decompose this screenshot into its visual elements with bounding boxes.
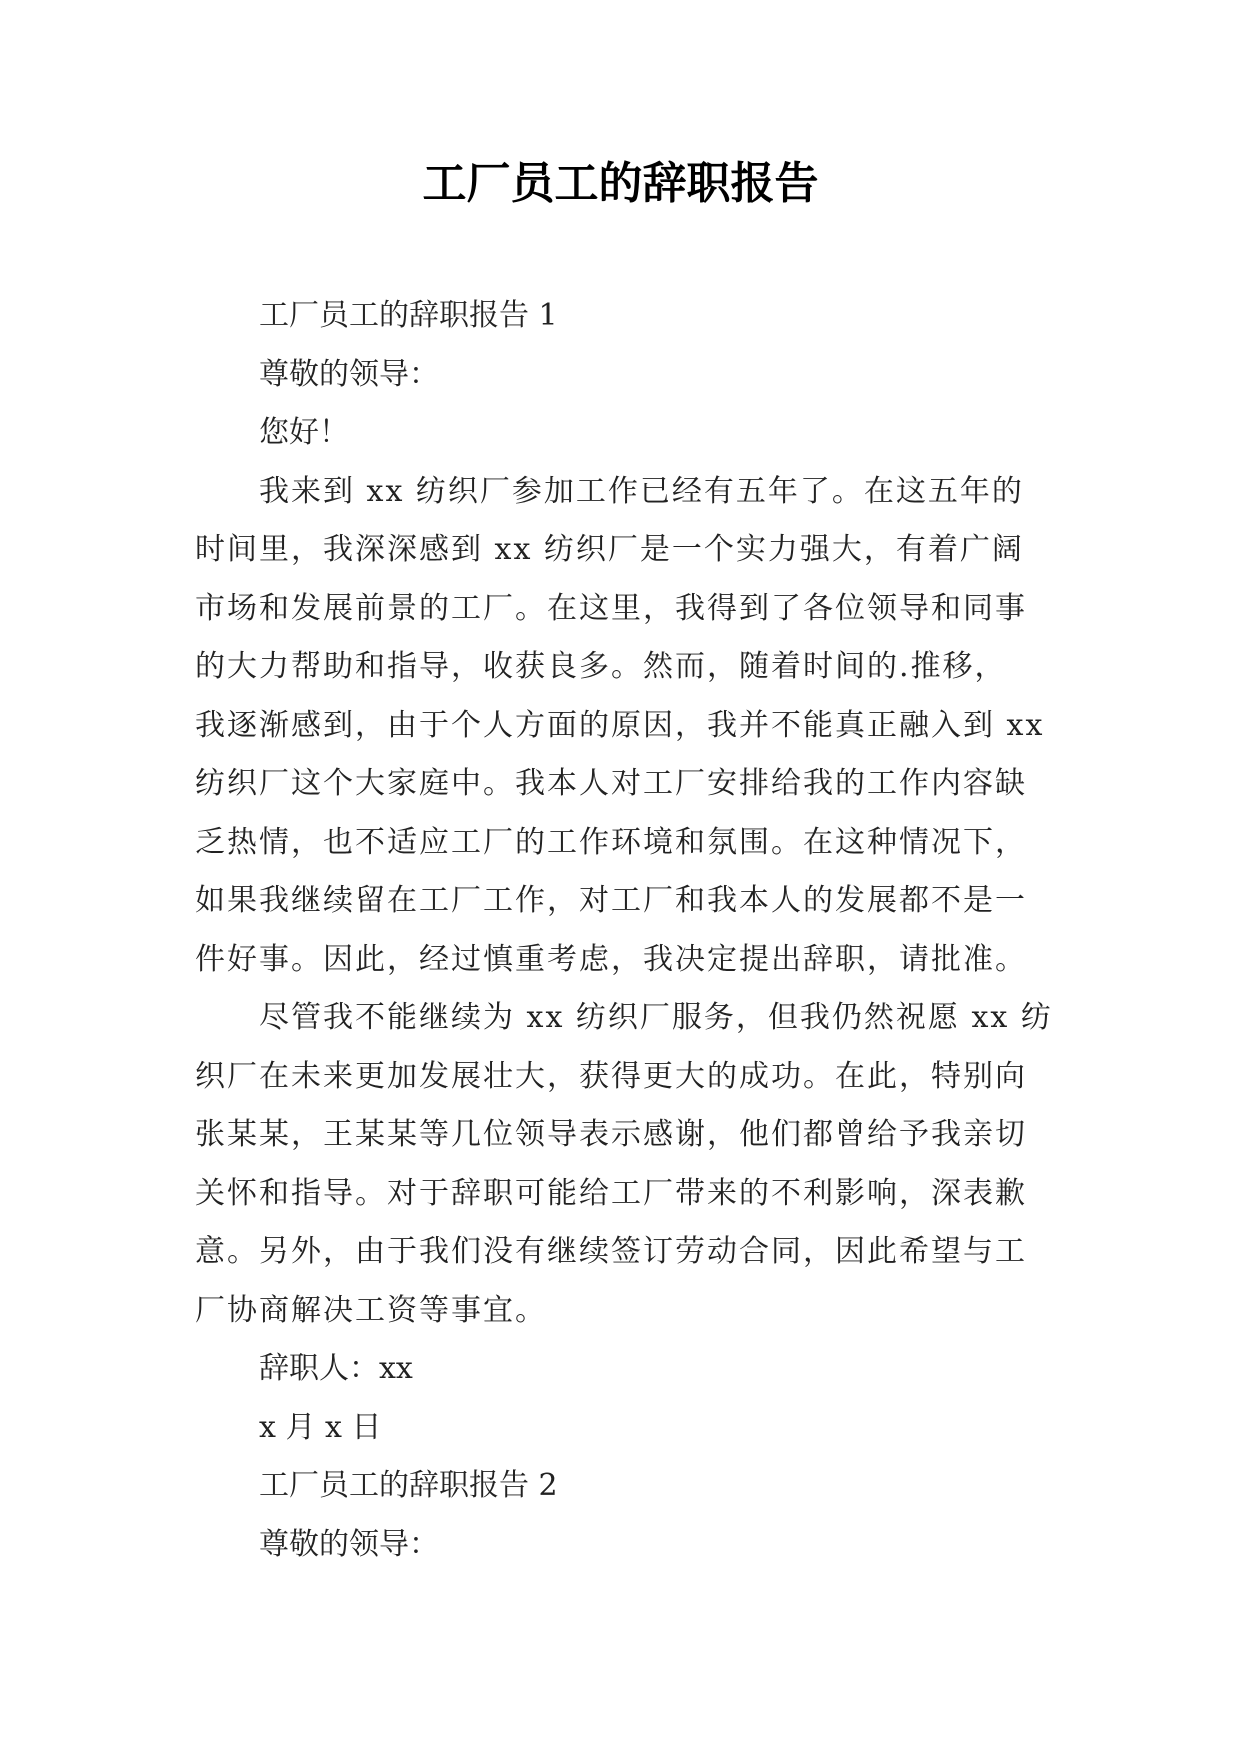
paragraph-line: 市场和发展前景的工厂。在这里，我得到了各位领导和同事 bbox=[195, 590, 1027, 626]
document-title: 工厂员工的辞职报告 bbox=[422, 158, 819, 209]
paragraph-line: 乏热情，也不适应工厂的工作环境和氛围。在这种情况下， bbox=[195, 824, 1027, 860]
signature-name: 辞职人：xx bbox=[259, 1351, 413, 1386]
salutation: 尊敬的领导： bbox=[259, 356, 439, 392]
paragraph-line: 关怀和指导。对于辞职可能给工厂带来的不利影响，深表歉 bbox=[195, 1175, 1027, 1211]
paragraph-line: 织厂在未来更加发展壮大，获得更大的成功。在此，特别向 bbox=[195, 1058, 1027, 1094]
paragraph-line: 尽管我不能继续为 xx 纺织厂服务，但我仍然祝愿 xx 纺 bbox=[259, 1000, 1053, 1035]
paragraph-line: 我来到 xx 纺织厂参加工作已经有五年了。在这五年的 bbox=[259, 473, 1024, 509]
paragraph-line: 的大力帮助和指导，收获良多。然而，随着时间的.推移， bbox=[195, 649, 1007, 684]
paragraph-line: 时间里，我深深感到 xx 纺织厂是一个实力强大，有着广阔 bbox=[195, 532, 1024, 567]
signature-date: x 月 x 日 bbox=[259, 1409, 382, 1445]
paragraph-line: 纺织厂这个大家庭中。我本人对工厂安排给我的工作内容缺 bbox=[195, 766, 1027, 801]
section-heading-2: 工厂员工的辞职报告 2 bbox=[259, 1468, 558, 1503]
paragraph-line: 件好事。因此，经过慎重考虑，我决定提出辞职，请批准。 bbox=[195, 941, 1027, 977]
paragraph-line: 意。另外，由于我们没有继续签订劳动合同，因此希望与工 bbox=[195, 1234, 1027, 1269]
paragraph-line: 张某某，王某某等几位领导表示感谢，他们都曾给予我亲切 bbox=[195, 1117, 1027, 1152]
paragraph-line: 厂协商解决工资等事宜。 bbox=[195, 1292, 547, 1328]
paragraph-line: 我逐渐感到，由于个人方面的原因，我并不能真正融入到 xx bbox=[195, 707, 1045, 743]
salutation: 尊敬的领导： bbox=[259, 1526, 439, 1562]
section-heading-1: 工厂员工的辞职报告 1 bbox=[259, 298, 558, 333]
paragraph-line: 如果我继续留在工厂工作，对工厂和我本人的发展都不是一 bbox=[195, 883, 1027, 918]
document-body bbox=[195, 287, 1065, 1574]
greeting: 您好！ bbox=[259, 415, 349, 450]
